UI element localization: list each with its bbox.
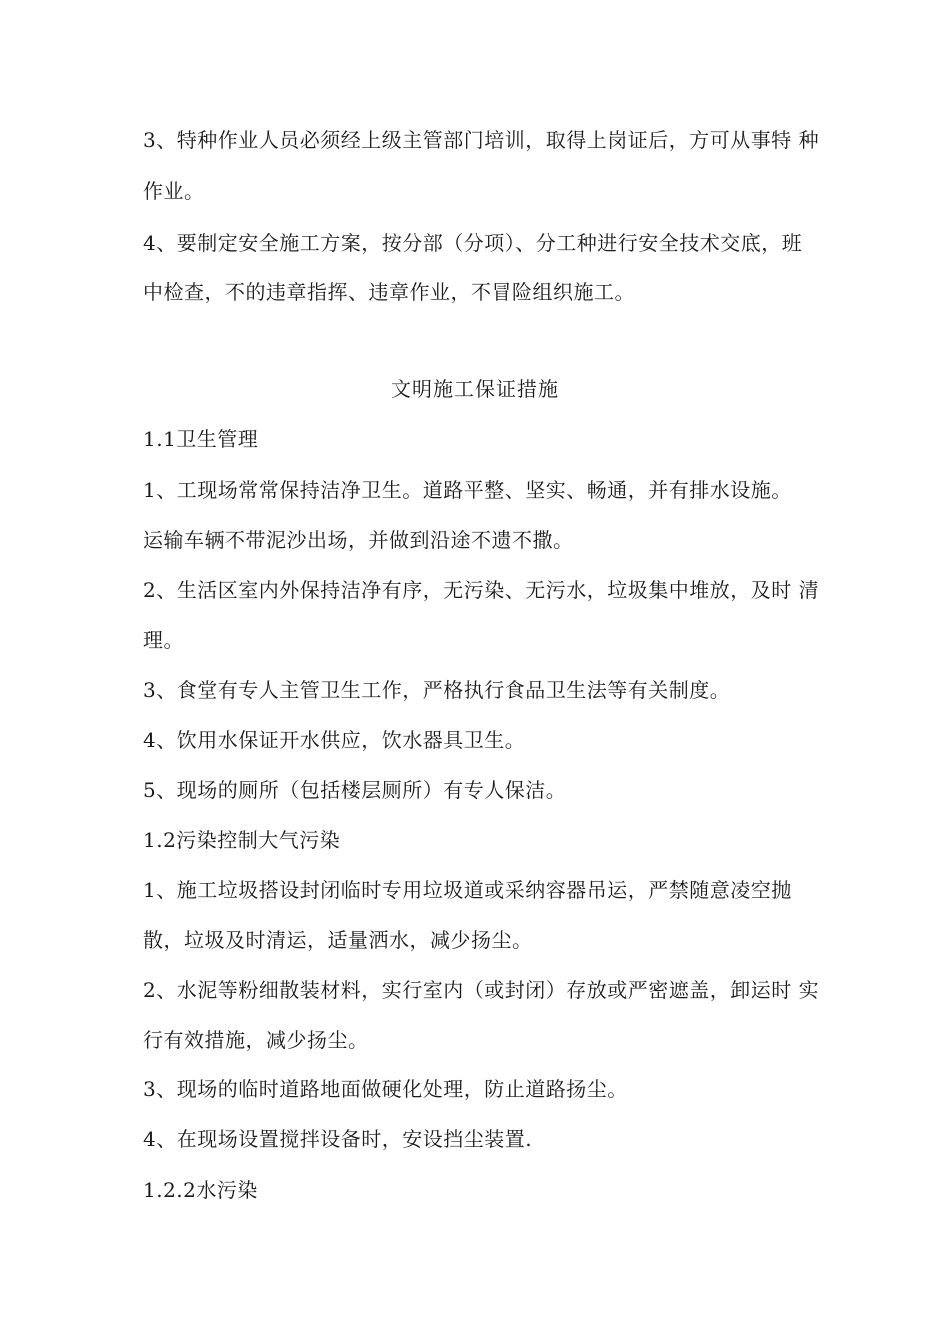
section-title: 文明施工保证措施 [391,377,559,401]
paragraph-4-line-1: 4、要制定安全施工方案，按分部（分项）、分工种进行安全技术交底，班 [143,231,803,255]
hygiene-item-1-line-1: 1、工现场常常保持洁净卫生。道路平整、坚实、畅通，并有排水设施。 [143,478,792,502]
hygiene-item-5: 5、现场的厕所（包括楼层厕所）有专人保洁。 [143,778,567,802]
air-item-3: 3、现场的临时道路地面做硬化处理，防止道路扬尘。 [143,1077,628,1101]
air-item-2-line-2: 行有效措施，减少扬尘。 [143,1028,369,1052]
paragraph-4-line-2: 中检查，不的违章指挥、违章作业，不冒险组织施工。 [143,280,635,304]
heading-air-pollution: 1.2污染控制大气污染 [143,828,341,852]
heading-water-pollution: 1.2.2水污染 [143,1178,258,1202]
air-item-1-line-2: 散，垃圾及时清运，适量洒水，减少扬尘。 [143,928,533,952]
air-item-2-line-1: 2、水泥等粉细散装材料，实行室内（或封闭）存放或严密遮盖，卸运时 实 [143,978,820,1002]
paragraph-3-line-1: 3、特种作业人员必须经上级主管部门培训，取得上岗证后，方可从事特 种 [143,128,820,152]
air-item-4: 4、在现场设置搅拌设备时，安设挡尘装置. [143,1127,533,1151]
paragraph-3-line-2: 作业。 [143,179,205,203]
heading-hygiene: 1.1卫生管理 [143,427,259,451]
hygiene-item-2-line-2: 理。 [143,628,184,652]
hygiene-item-1-line-2: 运输车辆不带泥沙出场，并做到沿途不遗不撒。 [143,528,574,552]
hygiene-item-4: 4、饮用水保证开水供应，饮水器具卫生。 [143,728,526,752]
hygiene-item-3: 3、食堂有专人主管卫生工作，严格执行食品卫生法等有关制度。 [143,678,731,702]
hygiene-item-2-line-1: 2、生活区室内外保持洁净有序，无污染、无污水，垃圾集中堆放，及时 清 [143,578,820,602]
air-item-1-line-1: 1、施工垃圾搭设封闭临时专用垃圾道或采纳容器吊运，严禁随意凌空抛 [143,878,792,902]
